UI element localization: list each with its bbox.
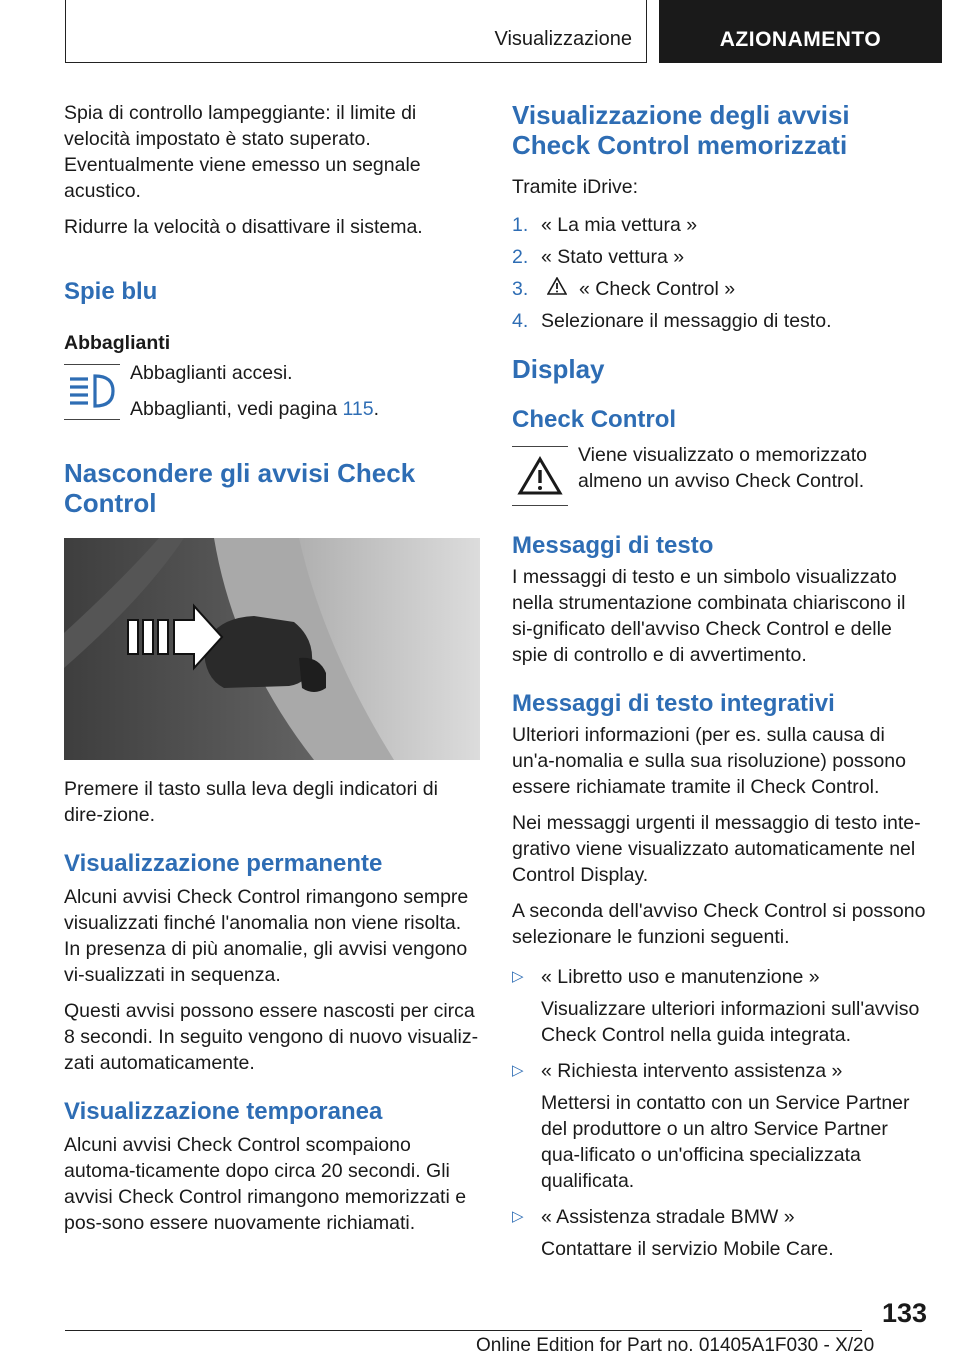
check-control-heading: Check Control: [512, 406, 677, 433]
step-item: 4. Selezionare il messaggio di testo.: [512, 310, 832, 332]
intro-paragraph-1: Spia di controllo lampeggiante: il limite di velocità impostato è stato superato. Eventualmente viene emesso un segnale acustico.: [64, 102, 421, 202]
function-list-item: ▷ « Richiesta intervento assistenza »: [512, 1060, 843, 1082]
integrativi-paragraph-3: A seconda dell'avviso Check Control si possono selezionare le funzioni seguenti.: [512, 900, 926, 948]
right-column: [512, 100, 928, 1272]
messaggi-paragraph: I messaggi di testo e un simbolo visualizzato nella strumentazione combinata chiariscono il si-gnificato dell'avviso Check Control e delle spie di controllo e di avvertimento.: [512, 566, 906, 666]
nascondere-heading: Nascondere gli avvisi Check Control: [64, 458, 416, 518]
integrativi-paragraph-2: Nei messaggi urgenti il messaggio di testo inte-grativo viene visualizzato automaticamente nel Control Display.: [512, 812, 921, 886]
high-beam-icon: [64, 364, 120, 420]
warning-triangle-icon: [547, 276, 569, 302]
integrativi-paragraph-1: Ulteriori informazioni (per es. sulla causa di un'a-nomalia e sulla sua risoluzione) possono essere richiamate tramite il Check Control.: [512, 724, 906, 798]
permanente-paragraph-1: Alcuni avvisi Check Control rimangono sempre visualizzati finché l'anomalia non viene risolta. In presenza di più anomalie, gli avvisi vengono vi-sualizzati in sequenza.: [64, 886, 469, 986]
tramite-text: Tramite iDrive:: [512, 176, 639, 198]
function-description: Visualizzare ulteriori informazioni sull'avviso Check Control nella guida integrata.: [541, 998, 920, 1046]
header-chapter-box: [659, 0, 942, 63]
temporanea-heading: Visualizzazione temporanea: [64, 1098, 383, 1125]
function-list-item: ▷ « Assistenza stradale BMW »: [512, 1206, 795, 1228]
memorizzati-heading: Visualizzazione degli avvisi Check Control memorizzati: [512, 100, 850, 160]
turn-signal-lever-photo: [64, 538, 480, 760]
abbaglianti-heading: Abbaglianti: [64, 332, 171, 354]
header-section-box: [65, 0, 647, 63]
page-115-link[interactable]: 115: [342, 398, 374, 420]
check-control-row: [512, 442, 928, 506]
function-list-item: ▷ « Libretto uso e manutenzione »: [512, 966, 820, 988]
temporanea-paragraph: Alcuni avvisi Check Control scompaiono automa-ticamente dopo circa 20 secondi. Gli avvisi Check Control rimangono memorizzati e pos-sono essere nuovamente richiamati.: [64, 1134, 467, 1234]
permanente-heading: Visualizzazione permanente: [64, 850, 383, 877]
function-description: Mettersi in contatto con un Service Partner del produttore o un altro Service Partner qua-lificato o un'officina specializzata qualificata.: [541, 1092, 910, 1192]
messaggi-heading: Messaggi di testo: [512, 532, 714, 559]
permanente-paragraph-2: Questi avvisi possono essere nascosti per circa 8 secondi. In seguito vengono di nuovo visualiz-zati automaticamente.: [64, 1000, 479, 1074]
idrive-steps: [512, 212, 928, 334]
footer-divider: [65, 1330, 862, 1331]
premere-paragraph: Premere il tasto sulla leva degli indicatori di dire-zione.: [64, 778, 438, 826]
header-section-title: Visualizzazione: [494, 28, 632, 50]
check-control-text: Viene visualizzato o memorizzato almeno un avviso Check Control.: [578, 444, 868, 492]
function-description: Contattare il servizio Mobile Care.: [541, 1238, 834, 1260]
warning-triangle-icon: [512, 446, 568, 506]
page-number: 133: [881, 1298, 927, 1328]
display-heading: Display: [512, 354, 605, 384]
step-item: 3. « Check Control »: [512, 278, 736, 300]
step-item: 1. « La mia vettura »: [512, 214, 698, 236]
spie-blu-heading: Spie blu: [64, 278, 158, 305]
header-chapter-title: AZIONAMENTO: [719, 28, 882, 51]
footer-edition: Online Edition for Part no. 01405A1F030 - X/20: [476, 1335, 875, 1356]
left-column: [64, 100, 480, 1246]
step-item: 2. « Stato vettura »: [512, 246, 685, 268]
integrativi-heading: Messaggi di testo integrativi: [512, 690, 835, 717]
abbaglianti-row: [64, 360, 480, 422]
abbaglianti-text-1: Abbaglianti accesi.: [130, 362, 293, 384]
intro-paragraph-2: Ridurre la velocità o disattivare il sistema.: [64, 216, 423, 238]
abbaglianti-text-2: Abbaglianti, vedi pagina 115.: [130, 398, 380, 420]
